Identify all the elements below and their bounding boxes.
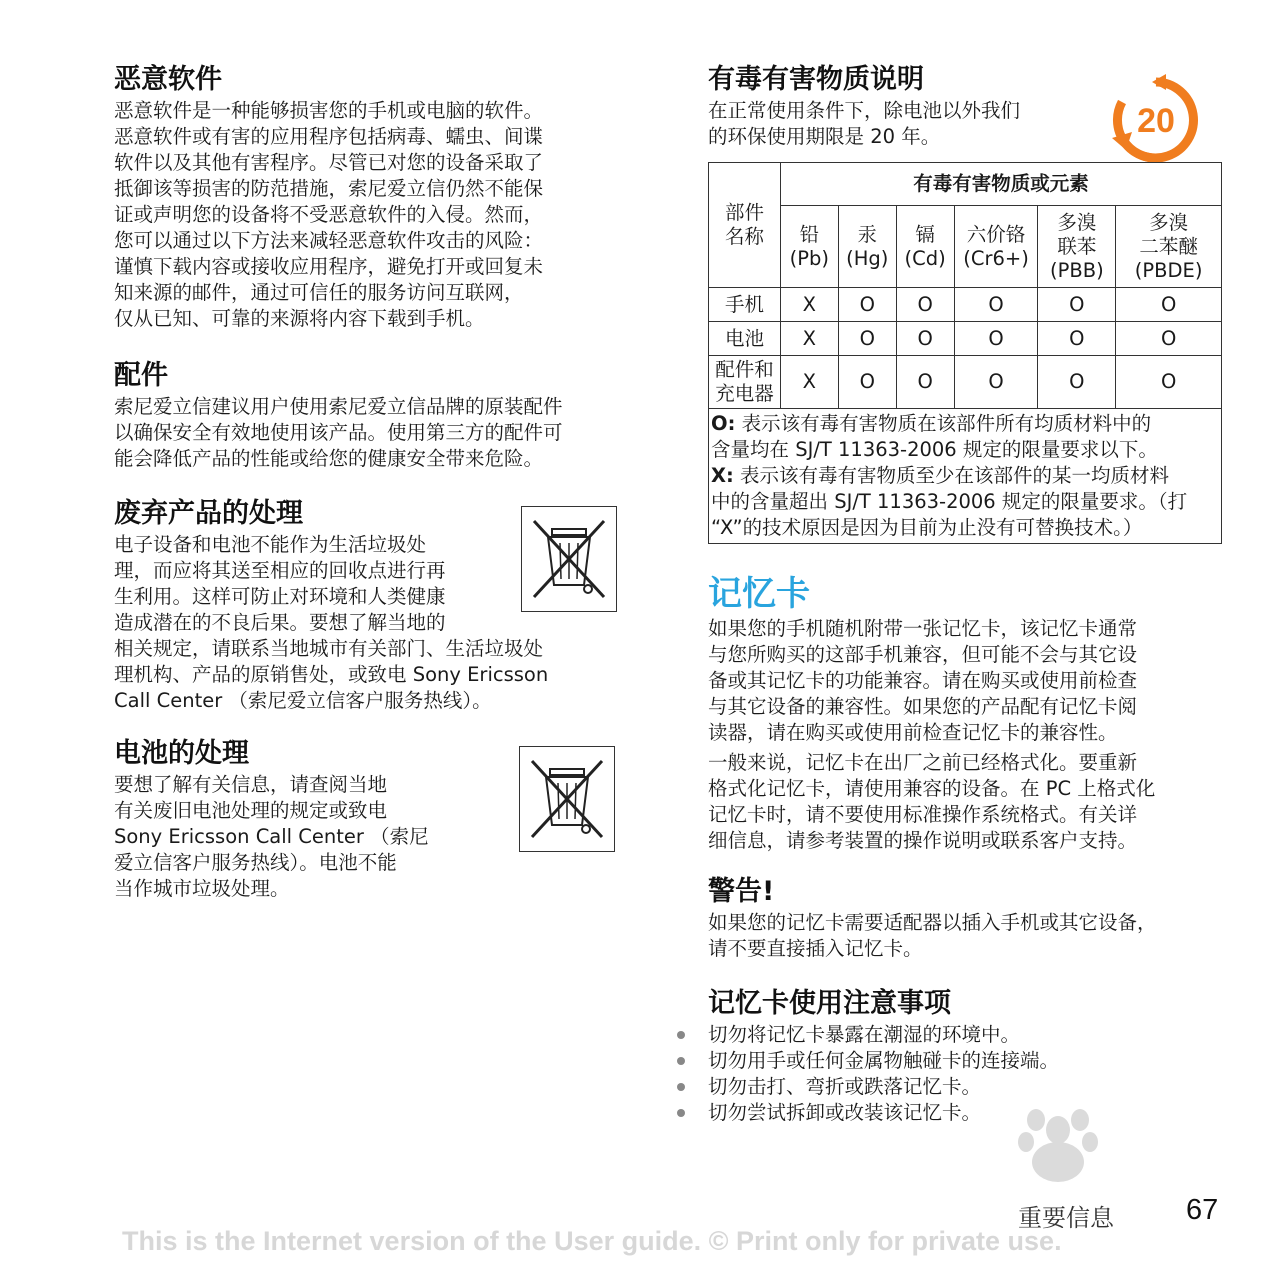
table-cell: O (1116, 322, 1222, 356)
environment-20-year-badge-icon (1108, 72, 1204, 168)
column-header-pbde (1116, 206, 1222, 288)
header-line: 名称 (724, 225, 764, 248)
header-line: (Cd) (904, 246, 946, 270)
column-header-cr6 (954, 206, 1038, 288)
memory-line: 细信息，请参考装置的操作说明或联系客户支持。 (708, 829, 1138, 852)
memory-line: 记忆卡时，请不要使用标准操作系统格式。有关详 (708, 803, 1138, 826)
note-line: 表示该有毒有害物质在该部件所有均质材料中的 (741, 412, 1152, 435)
header-line: (Hg) (846, 246, 889, 270)
row-name (709, 356, 781, 409)
note-line: 中的含量超出 SJ/T 11363-2006 规定的限量要求。（打 (711, 490, 1188, 513)
badge-number: 20 (1137, 102, 1175, 140)
battery-line: 要想了解有关信息，请查阅当地 (114, 773, 388, 796)
table-row (709, 322, 1222, 356)
row-name: 手机 (709, 288, 781, 322)
battery-line: 有关废旧电池处理的规定或致电 (114, 799, 388, 822)
bullet-icon (677, 1109, 685, 1117)
table-cell: O (954, 322, 1038, 356)
hazard-table (708, 162, 1222, 544)
bullet-icon (677, 1031, 685, 1039)
accessories-body (114, 394, 624, 472)
accessories-line: 能会降低产品的性能或给您的健康安全带来危险。 (114, 447, 544, 470)
malware-line: 软件以及其他有害程序。尽管已对您的设备采取了 (114, 151, 544, 174)
disposal-line: 理，而应将其送至相应的回收点进行再 (114, 559, 446, 582)
memory-line: 一般来说，记忆卡在出厂之前已经格式化。要重新 (708, 751, 1138, 774)
note-line: “X”的技术原因是因为目前为止没有可替换技术。） (711, 516, 1143, 539)
table-cell: O (1116, 288, 1222, 322)
table-row (709, 288, 1222, 322)
disposal-line: Call Center （索尼爱立信客户服务热线）。 (114, 689, 492, 712)
list-item-text: 切勿将记忆卡暴露在潮湿的环境中。 (708, 1023, 1021, 1046)
battery-bin-icon (519, 746, 615, 852)
disposal-line: 理机构、产品的原销售处，或致电 Sony Ericsson (114, 663, 549, 686)
memory-card-para-1 (708, 616, 1223, 746)
bullet-icon (677, 1057, 685, 1065)
memory-card-section (708, 574, 1223, 854)
table-cell: O (1038, 356, 1116, 409)
memory-line: 如果您的手机随机附带一张记忆卡，该记忆卡通常 (708, 617, 1138, 640)
column-header-pb (780, 206, 838, 288)
malware-title: 恶意软件 (114, 64, 222, 95)
malware-line: 抵御该等损害的防范措施，索尼爱立信仍然不能保 (114, 177, 544, 200)
precautions-title: 记忆卡使用注意事项 (708, 988, 951, 1019)
malware-line: 谨慎下载内容或接收应用程序，避免打开或回复未 (114, 255, 544, 278)
disposal-line: 电子设备和电池不能作为生活垃圾处 (114, 533, 427, 556)
page-number: 67 (1186, 1194, 1219, 1226)
accessories-line: 以确保安全有效地使用该产品。使用第三方的配件可 (114, 421, 563, 444)
column-header-hg (838, 206, 896, 288)
malware-line: 您可以通过以下方法来减轻恶意软件攻击的风险： (114, 229, 544, 252)
table-cell: O (838, 356, 896, 409)
hazard-line: 在正常使用条件下，除电池以外我们 (708, 99, 1021, 122)
note-line: 表示该有毒有害物质至少在该部件的某一均质材料 (740, 464, 1170, 487)
list-item-text: 切勿击打、弯折或跌落记忆卡。 (708, 1075, 982, 1098)
memory-line: 读器，请在购买或使用前检查记忆卡的兼容性。 (708, 721, 1118, 744)
malware-line: 证或声明您的设备将不受恶意软件的入侵。然而， (114, 203, 544, 226)
table-cell: O (896, 288, 954, 322)
malware-section (114, 62, 624, 332)
note-o-key: O: (711, 412, 736, 435)
header-line: 部件 (724, 201, 764, 224)
malware-body (114, 98, 624, 332)
warning-title: 警告! (708, 876, 775, 907)
table-cell: O (1038, 322, 1116, 356)
warning-body (708, 910, 1223, 962)
memory-card-para-2 (708, 750, 1223, 854)
header-line: 六价铬 (966, 222, 1026, 246)
table-cell: O (838, 288, 896, 322)
bullet-icon (677, 1083, 685, 1091)
header-line: (PBB) (1049, 258, 1104, 282)
warning-section (708, 874, 1223, 962)
table-cell: O (896, 322, 954, 356)
table-cell: O (896, 356, 954, 409)
memory-line: 与其它设备的兼容性。如果您的产品配有记忆卡阅 (708, 695, 1138, 718)
table-cell: O (1116, 356, 1222, 409)
memory-line: 与您所购买的这部手机兼容，但可能不会与其它设 (708, 643, 1138, 666)
malware-line: 恶意软件是一种能够损害您的手机或电脑的软件。 (114, 99, 544, 122)
table-notes (709, 409, 1222, 544)
disposal-title: 废弃产品的处理 (114, 498, 303, 529)
weee-bin-icon (521, 506, 617, 612)
accessories-section (114, 358, 624, 472)
header-line: (PBDE) (1134, 258, 1203, 282)
row-name: 电池 (709, 322, 781, 356)
memory-line: 格式化记忆卡，请使用兼容的设备。在 PC 上格式化 (708, 777, 1156, 800)
row-name-line: 配件和 (715, 358, 774, 381)
table-cell: O (954, 288, 1038, 322)
part-name-header (709, 163, 781, 288)
header-line: 镉 (915, 222, 935, 246)
battery-line: Sony Ericsson Call Center （索尼 (114, 825, 429, 848)
header-line: (Pb) (789, 246, 830, 270)
header-line: 联苯 (1057, 234, 1097, 258)
malware-line: 仅从已知、可靠的来源将内容下载到手机。 (114, 307, 485, 330)
hazard-line: 的环保使用期限是 20 年。 (708, 125, 941, 148)
battery-title: 电池的处理 (114, 738, 249, 769)
header-line: 多溴 (1057, 210, 1097, 234)
header-line: (Cr6+) (963, 246, 1029, 270)
note-x-key: X: (711, 464, 734, 487)
row-name-line: 充电器 (715, 382, 774, 405)
group-header: 有毒有害物质或元素 (780, 163, 1221, 206)
disposal-line: 生利用。这样可防止对环境和人类健康 (114, 585, 446, 608)
table-cell: X (780, 356, 838, 409)
accessories-line: 索尼爱立信建议用户使用索尼爱立信品牌的原装配件 (114, 395, 563, 418)
column-header-pbb (1038, 206, 1116, 288)
header-line: 二苯醚 (1139, 234, 1198, 258)
malware-line: 知来源的邮件，通过可信任的服务访问互联网， (114, 281, 524, 304)
accessories-title: 配件 (114, 360, 168, 391)
table-cell: X (780, 288, 838, 322)
table-row (709, 356, 1222, 409)
note-line: 含量均在 SJ/T 11363-2006 规定的限量要求以下。 (711, 438, 1158, 461)
header-line: 多溴 (1149, 210, 1189, 234)
section-label: 重要信息 (1018, 1204, 1114, 1232)
warning-line: 如果您的记忆卡需要适配器以插入手机或其它设备， (708, 911, 1157, 934)
table-cell: O (954, 356, 1038, 409)
list-item (708, 1022, 1223, 1048)
list-item-text: 切勿用手或任何金属物触碰卡的连接端。 (708, 1049, 1060, 1072)
table-cell: O (838, 322, 896, 356)
warning-line: 请不要直接插入记忆卡。 (708, 937, 923, 960)
list-item (708, 1048, 1223, 1074)
memory-card-title: 记忆卡 (708, 574, 810, 614)
crossed-bin-icon (528, 755, 606, 843)
crossed-bin-icon (530, 515, 608, 603)
battery-line: 爱立信客户服务热线）。电池不能 (114, 851, 397, 874)
disposal-line: 造成潜在的不良后果。要想了解当地的 (114, 611, 446, 634)
hazard-title: 有毒有害物质说明 (708, 64, 924, 95)
list-item-text: 切勿尝试拆卸或改装该记忆卡。 (708, 1101, 982, 1124)
malware-line: 恶意软件或有害的应用程序包括病毒、蠕虫、间谍 (114, 125, 544, 148)
private-use-notice: This is the Internet version of the User guide. © Print only for private use. (122, 1226, 1062, 1256)
table-cell: X (780, 322, 838, 356)
column-header-cd (896, 206, 954, 288)
header-line: 铅 (799, 222, 820, 246)
header-line: 汞 (857, 222, 877, 246)
table-cell: O (1038, 288, 1116, 322)
disposal-line: 相关规定，请联系当地城市有关部门、生活垃圾处 (114, 637, 544, 660)
memory-line: 备或其记忆卡的功能兼容。请在购买或使用前检查 (708, 669, 1138, 692)
battery-line: 当作城市垃圾处理。 (114, 877, 290, 900)
